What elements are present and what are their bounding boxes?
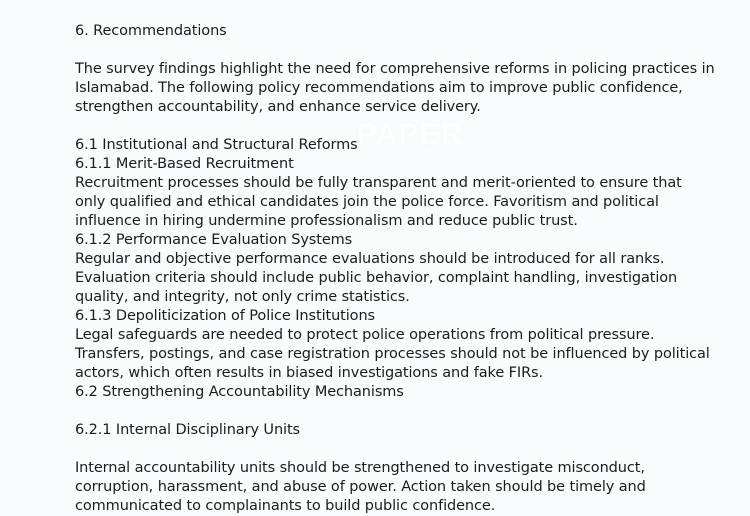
watermark-text: PAPER: [357, 118, 464, 151]
paragraph-6-1-2: Regular and objective performance evaluations should be introduced for all ranks. Evaluation criteria should include public behavior, complaint handling, investigation quality, and integrity, not only crime statistics.: [75, 251, 678, 305]
intro-paragraph: The survey findings highlight the need for comprehensive reforms in policing practices in Islamabad. The following policy recommendations aim to improve public confidence, strengthen accountability, and enhance service delivery.: [75, 61, 715, 115]
paragraph-6-2-1: Internal accountability units should be strengthened to investigate misconduct, corruption, harassment, and abuse of power. Action taken should be timely and communicated to complainants to build public confidence.: [75, 460, 646, 514]
section-heading: 6. Recommendations: [75, 23, 227, 39]
subsection-heading-6-2: 6.2 Strengthening Accountability Mechanisms: [75, 384, 404, 400]
spacer: [75, 117, 715, 136]
subsection-heading-6-1: 6.1 Institutional and Structural Reforms: [75, 137, 358, 153]
spacer: [75, 440, 715, 459]
paragraph-6-1-3: Legal safeguards are needed to protect police operations from political pressure. Transfers, postings, and case registration processes should not be influenced by political actors, which often results in biased investigations and fake FIRs.: [75, 327, 710, 381]
subsection-heading-6-1-3: 6.1.3 Depoliticization of Police Institutions: [75, 308, 376, 324]
document-body: [75, 22, 715, 516]
spacer: [75, 41, 715, 60]
paragraph-6-1-1: Recruitment processes should be fully transparent and merit-oriented to ensure that only qualified and ethical candidates join the police force. Favoritism and political influence in hiring undermine professionalism and reduce public trust.: [75, 175, 682, 229]
subsection-heading-6-1-2: 6.1.2 Performance Evaluation Systems: [75, 232, 353, 248]
spacer: [75, 402, 715, 421]
subsection-heading-6-1-1: 6.1.1 Merit-Based Recruitment: [75, 156, 294, 172]
subsection-heading-6-2-1: 6.2.1 Internal Disciplinary Units: [75, 422, 301, 438]
